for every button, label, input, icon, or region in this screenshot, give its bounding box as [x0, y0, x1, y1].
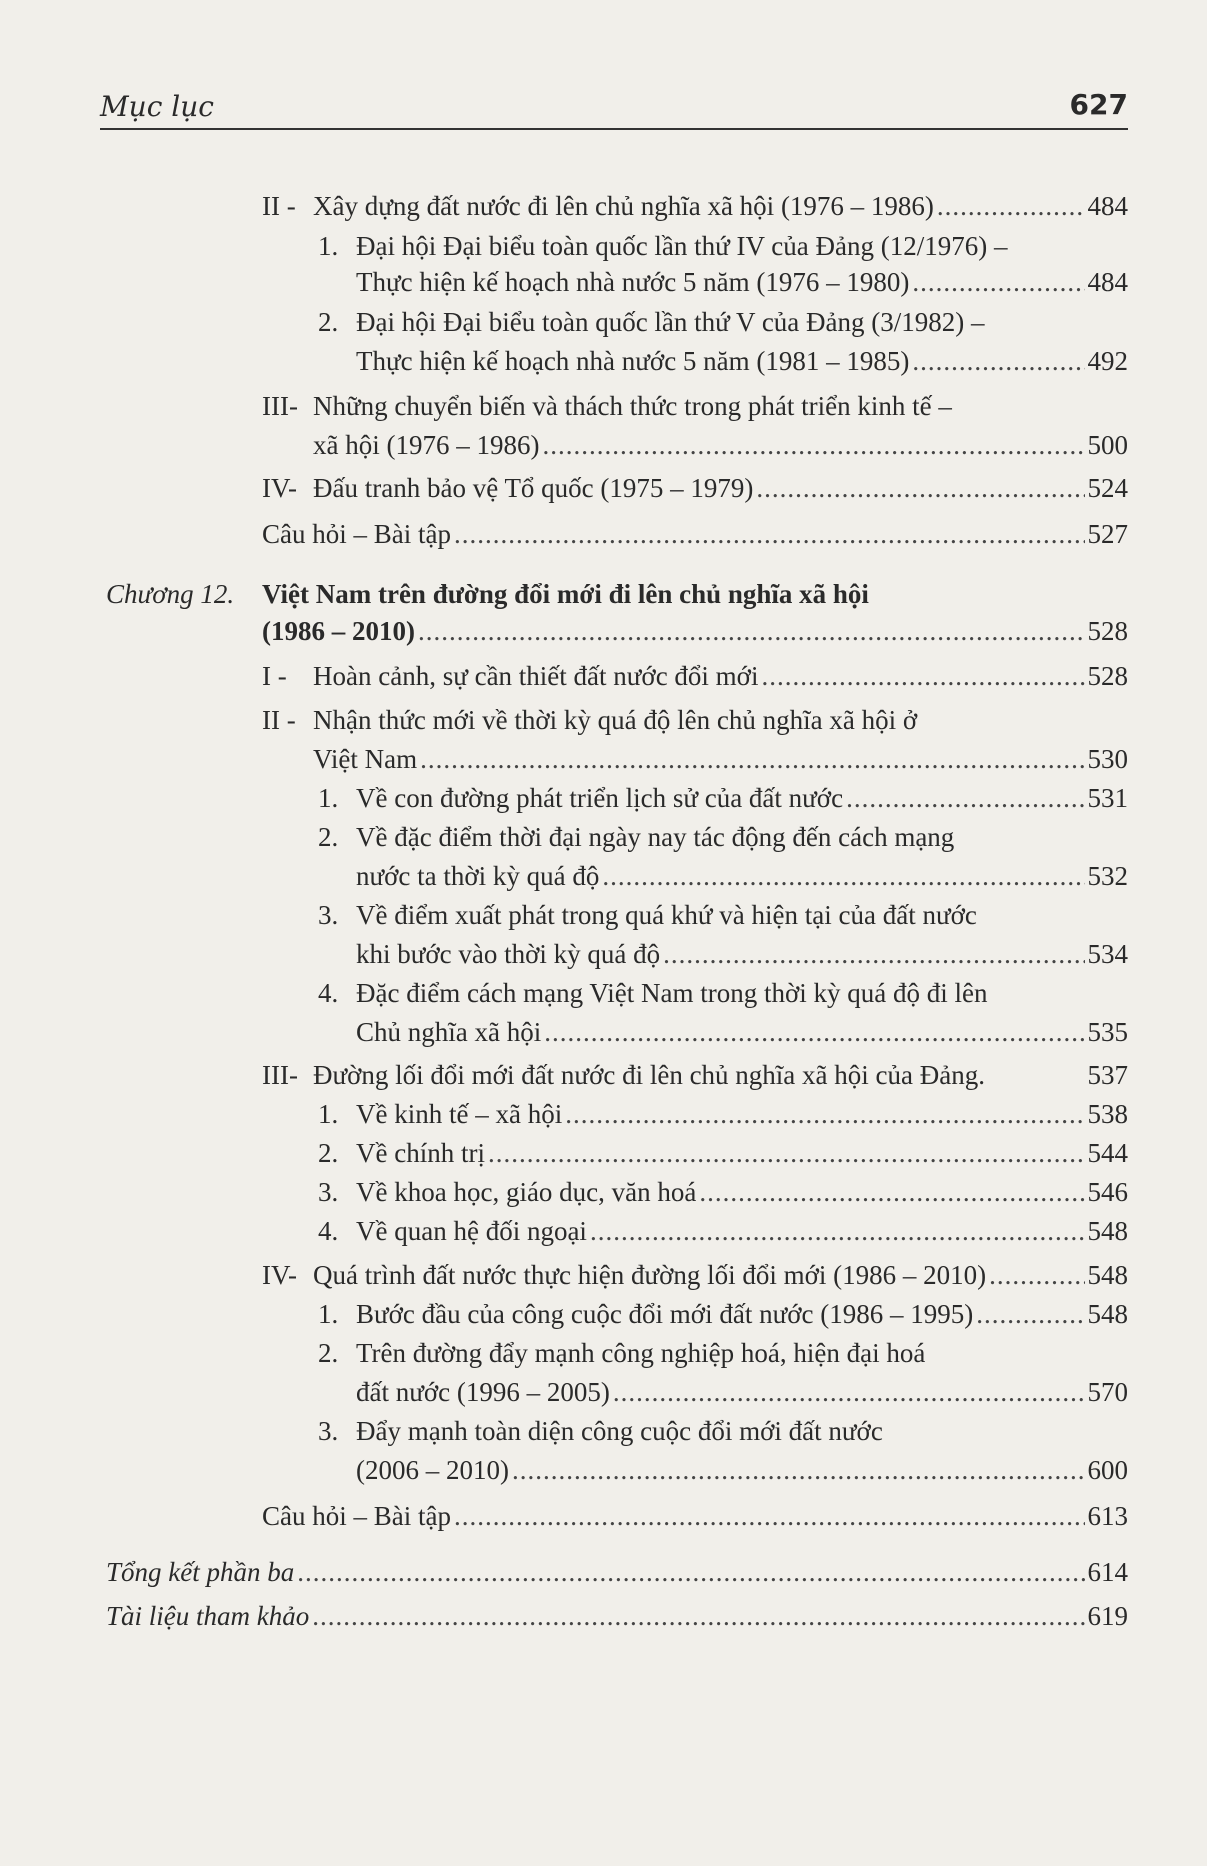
- toc-label: 1.: [318, 231, 339, 261]
- header-page-number: 627: [1069, 88, 1128, 121]
- toc-entry[interactable]: Xây dựng đất nước đi lên chủ nghĩa xã hội (1976 – 1986) ..... 484: [313, 190, 1128, 222]
- toc-text: Về điểm xuất phát trong quá khứ và hiện tại của đất nước: [356, 900, 977, 930]
- toc-page: 528: [1087, 661, 1128, 691]
- toc-label: 1.: [318, 1299, 339, 1329]
- toc-label: 2.: [318, 307, 339, 337]
- toc-label: II -: [262, 191, 296, 221]
- toc-page: 548: [1087, 1260, 1128, 1290]
- toc-entry[interactable]: Đấu tranh bảo vệ Tổ quốc (1975 – 1979) ..... 524: [313, 472, 1128, 504]
- toc-entry[interactable]: Về khoa học, giáo dục, văn hoá ..... 546: [356, 1176, 1128, 1208]
- toc-entry[interactable]: Tài liệu tham khảo ..... 619: [106, 1600, 1128, 1632]
- toc-entry[interactable]: đất nước (1996 – 2005) ..... 570: [356, 1376, 1128, 1408]
- toc-label: 2.: [318, 822, 339, 852]
- toc-entry[interactable]: Về kinh tế – xã hội ..... 538: [356, 1098, 1128, 1130]
- toc-page: 613: [1087, 1501, 1128, 1531]
- toc-label: I -: [262, 661, 287, 691]
- toc-entry[interactable]: Thực hiện kế hoạch nhà nước 5 năm (1981 – 1985) ..... 492: [356, 345, 1128, 377]
- toc-entry[interactable]: Tổng kết phần ba ..... 614: [106, 1556, 1128, 1588]
- toc-entry[interactable]: (2006 – 2010) ..... 600: [356, 1454, 1128, 1486]
- toc-page: 484: [1087, 267, 1128, 297]
- toc-text: Những chuyển biến và thách thức trong phát triển kinh tế –: [313, 391, 952, 421]
- toc-page: 531: [1087, 783, 1128, 813]
- toc-entry[interactable]: nước ta thời kỳ quá độ ..... 532: [356, 860, 1128, 892]
- toc-page: 500: [1087, 430, 1128, 460]
- toc-label: IV-: [262, 1260, 298, 1290]
- toc-label: 1.: [318, 783, 339, 813]
- toc-page: 532: [1087, 861, 1128, 891]
- toc-entry[interactable]: Chủ nghĩa xã hội ..... 535: [356, 1016, 1128, 1048]
- toc-entry[interactable]: khi bước vào thời kỳ quá độ ..... 534: [356, 938, 1128, 970]
- toc-label: 2.: [318, 1338, 339, 1368]
- toc-page: 544: [1087, 1138, 1128, 1168]
- toc-text: Đại hội Đại biểu toàn quốc lần thứ V của Đảng (3/1982) –: [356, 307, 985, 337]
- toc-label: 3.: [318, 1416, 339, 1446]
- toc-page: 538: [1087, 1099, 1128, 1129]
- toc-entry[interactable]: Đường lối đổi mới đất nước đi lên chủ nghĩa xã hội của Đảng. 537: [313, 1060, 1128, 1090]
- toc-page: 535: [1087, 1017, 1128, 1047]
- toc-label: 4.: [318, 978, 339, 1008]
- toc-entry[interactable]: Hoàn cảnh, sự cần thiết đất nước đổi mới ..... 528: [313, 660, 1128, 692]
- toc-entry[interactable]: Câu hỏi – Bài tập ..... 613: [262, 1500, 1128, 1532]
- toc-entry[interactable]: Quá trình đất nước thực hiện đường lối đổi mới (1986 – 2010) ..... 548: [313, 1259, 1128, 1291]
- toc-page: 530: [1087, 744, 1128, 774]
- toc-page: 570: [1087, 1377, 1128, 1407]
- toc-page: 546: [1087, 1177, 1128, 1207]
- toc-label: 3.: [318, 1177, 339, 1207]
- toc-entry[interactable]: Thực hiện kế hoạch nhà nước 5 năm (1976 – 1980) ..... 484: [356, 266, 1128, 298]
- chapter-label: Chương 12.: [106, 579, 235, 609]
- toc-entry[interactable]: xã hội (1976 – 1986) ..... 500: [313, 429, 1128, 461]
- toc-label: III-: [262, 391, 298, 421]
- toc-page: 537: [1087, 1060, 1128, 1090]
- toc-page: 492: [1087, 346, 1128, 376]
- toc-page: 527: [1087, 519, 1128, 549]
- toc-text: Đại hội Đại biểu toàn quốc lần thứ IV của Đảng (12/1976) –: [356, 231, 1008, 261]
- toc-label: 3.: [318, 900, 339, 930]
- toc-entry[interactable]: Về quan hệ đối ngoại ..... 548: [356, 1215, 1128, 1247]
- chapter-title: Việt Nam trên đường đổi mới đi lên chủ nghĩa xã hội: [262, 579, 869, 609]
- toc-page: 600: [1087, 1455, 1128, 1485]
- toc-text: Nhận thức mới về thời kỳ quá độ lên chủ nghĩa xã hội ở: [313, 705, 918, 735]
- toc-text: Đặc điểm cách mạng Việt Nam trong thời kỳ quá độ đi lên: [356, 978, 988, 1008]
- toc-label: 4.: [318, 1216, 339, 1246]
- toc-entry[interactable]: Bước đầu của công cuộc đổi mới đất nước (1986 – 1995) ..... 548: [356, 1298, 1128, 1330]
- toc-entry[interactable]: (1986 – 2010) ..... 528: [262, 615, 1128, 647]
- toc-page: 548: [1087, 1216, 1128, 1246]
- toc-label: III-: [262, 1060, 298, 1090]
- toc-page: 528: [1087, 616, 1128, 646]
- toc-page: 524: [1087, 473, 1128, 503]
- toc-entry[interactable]: Về chính trị ..... 544: [356, 1137, 1128, 1169]
- toc-text: Trên đường đẩy mạnh công nghiệp hoá, hiện đại hoá: [356, 1338, 926, 1368]
- toc-page: 548: [1087, 1299, 1128, 1329]
- toc-entry[interactable]: Việt Nam ..... 530: [313, 743, 1128, 775]
- toc-page: 534: [1087, 939, 1128, 969]
- toc-label: IV-: [262, 473, 298, 503]
- toc-text: Đẩy mạnh toàn diện công cuộc đổi mới đất nước: [356, 1416, 883, 1446]
- toc-label: 1.: [318, 1099, 339, 1129]
- page-header: [100, 88, 1128, 130]
- toc-entry[interactable]: Về con đường phát triển lịch sử của đất nước ..... 531: [356, 782, 1128, 814]
- toc-page: 614: [1087, 1557, 1128, 1587]
- toc-page: 619: [1087, 1601, 1128, 1631]
- toc-entry[interactable]: Câu hỏi – Bài tập ..... 527: [262, 518, 1128, 550]
- toc-text: Về đặc điểm thời đại ngày nay tác động đến cách mạng: [356, 822, 955, 852]
- toc-page: 484: [1087, 191, 1128, 221]
- header-title: Mục lục: [100, 90, 214, 123]
- toc-label: II -: [262, 705, 296, 735]
- toc-label: 2.: [318, 1138, 339, 1168]
